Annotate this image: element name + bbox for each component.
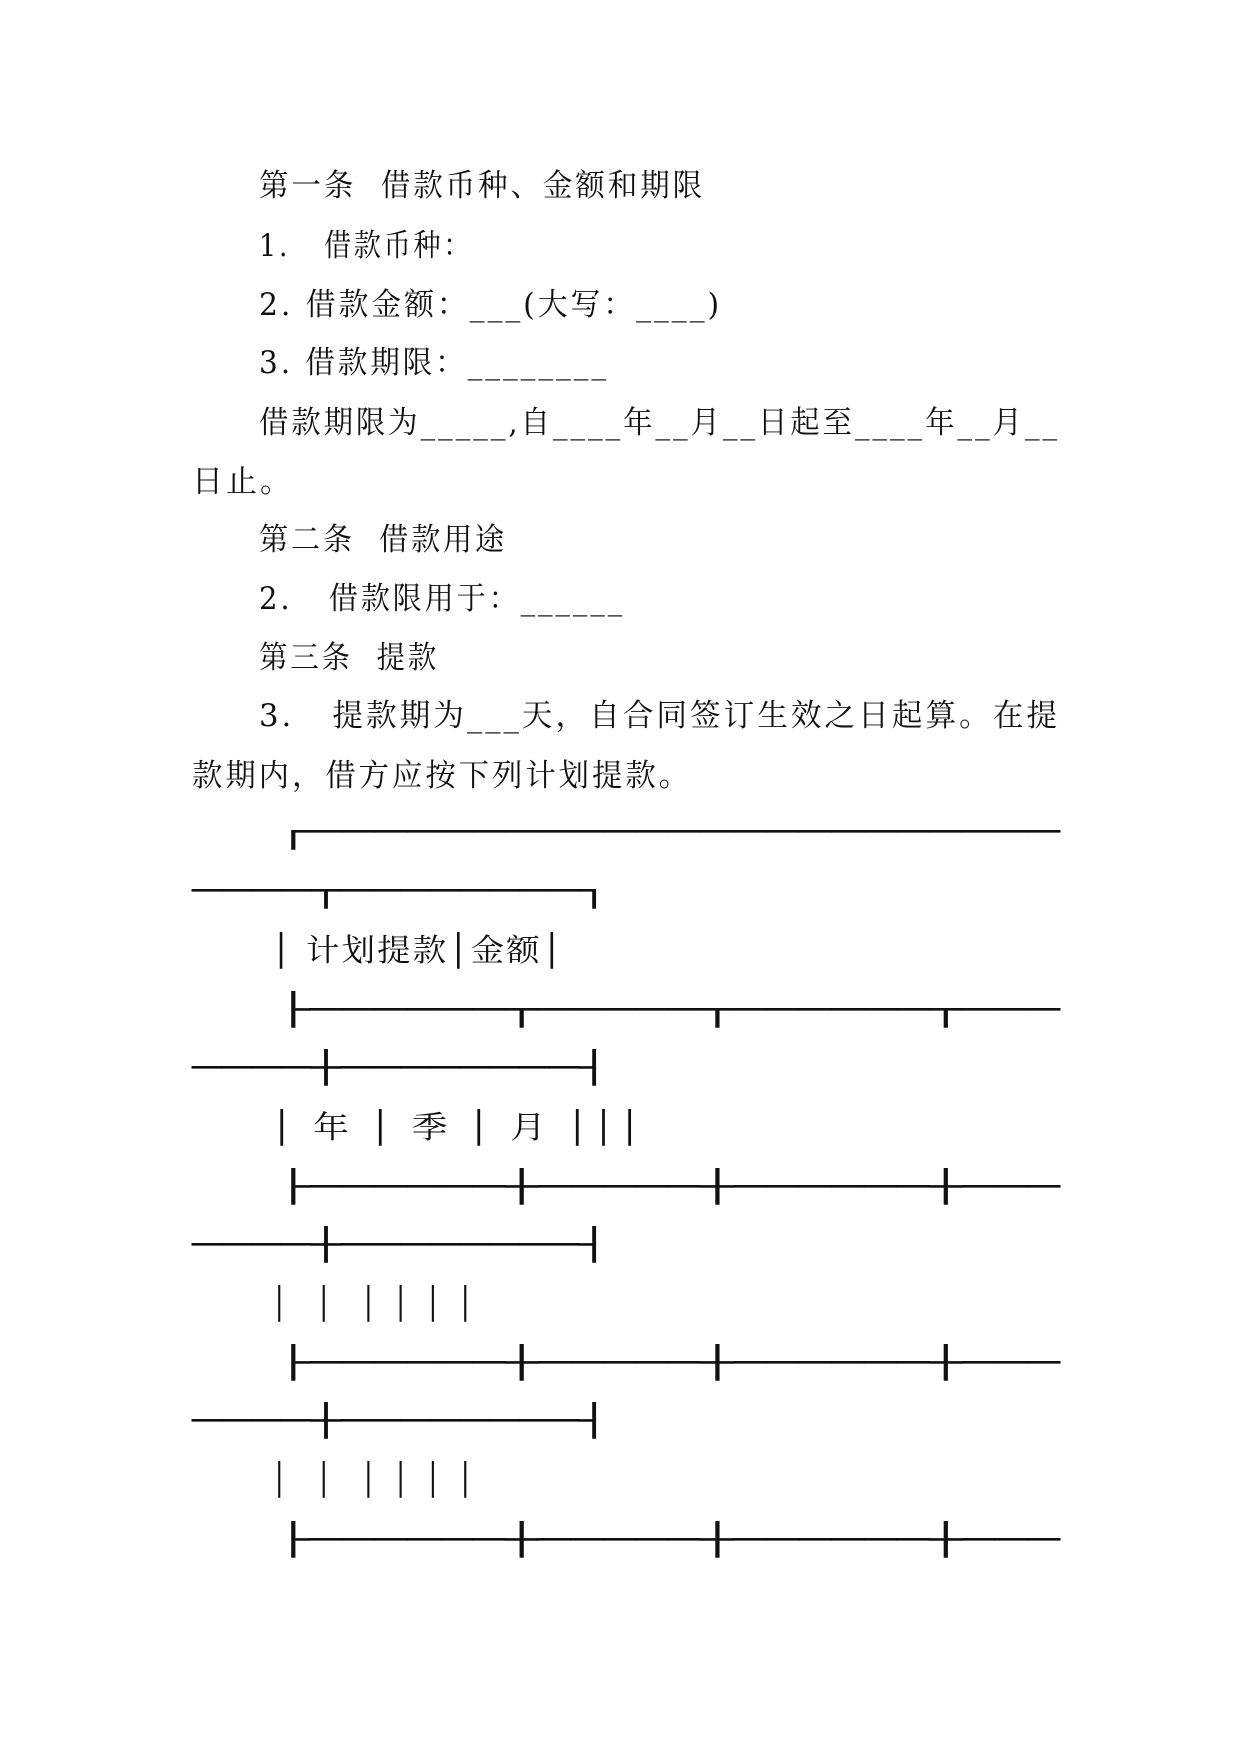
article3-heading: 第三条 提款 bbox=[259, 640, 439, 676]
article2-item: 2. 借款限用于：______ bbox=[259, 581, 625, 617]
table-line: ├──────┼─────┼──────┼─── bbox=[277, 1169, 1060, 1205]
table-subheader-row: │ 年 │ 季 │ 月 │││ bbox=[271, 1110, 645, 1146]
table-line: ├──────┼─────┼──────┼─── bbox=[277, 1345, 1060, 1381]
table-line: ────┼────────┤ bbox=[192, 1227, 609, 1263]
article1-item1: 1. 借款币种： bbox=[259, 228, 473, 264]
table-row: │ │ │ │ │ │ bbox=[271, 1286, 477, 1322]
article1-period-line2: 日止。 bbox=[192, 464, 294, 500]
table-line: ├──────┬─────┬──────┬─── bbox=[277, 992, 1060, 1028]
article3-item-line1: 3. 提款期为___天，自合同签订生效之日起算。在提 bbox=[259, 698, 1060, 734]
table-line: ────┼────────┤ bbox=[192, 1403, 609, 1439]
article2-heading: 第二条 借款用途 bbox=[259, 522, 507, 558]
article3-item-line2: 款期内，借方应按下列计划提款。 bbox=[192, 758, 692, 794]
article1-period-line1: 借款期限为_____,自____年__月__日起至____年__月__ bbox=[259, 405, 1060, 441]
table-header-row: │ 计划提款│金额│ bbox=[271, 933, 564, 969]
article1-item2: 2. 借款金额：___(大写：____) bbox=[259, 287, 722, 323]
table-line: ────┬────────┐ bbox=[192, 873, 609, 909]
table-row: │ │ │ │ │ │ bbox=[271, 1462, 477, 1498]
table-line: ├──────┼─────┼──────┼─── bbox=[277, 1522, 1060, 1558]
article1-item3: 3. 借款期限：________ bbox=[259, 345, 609, 381]
table-line: ┌─────────────────────── bbox=[277, 814, 1060, 850]
article1-heading: 第一条 借款币种、金额和期限 bbox=[259, 168, 705, 204]
table-line: ────┼────────┤ bbox=[192, 1050, 609, 1086]
